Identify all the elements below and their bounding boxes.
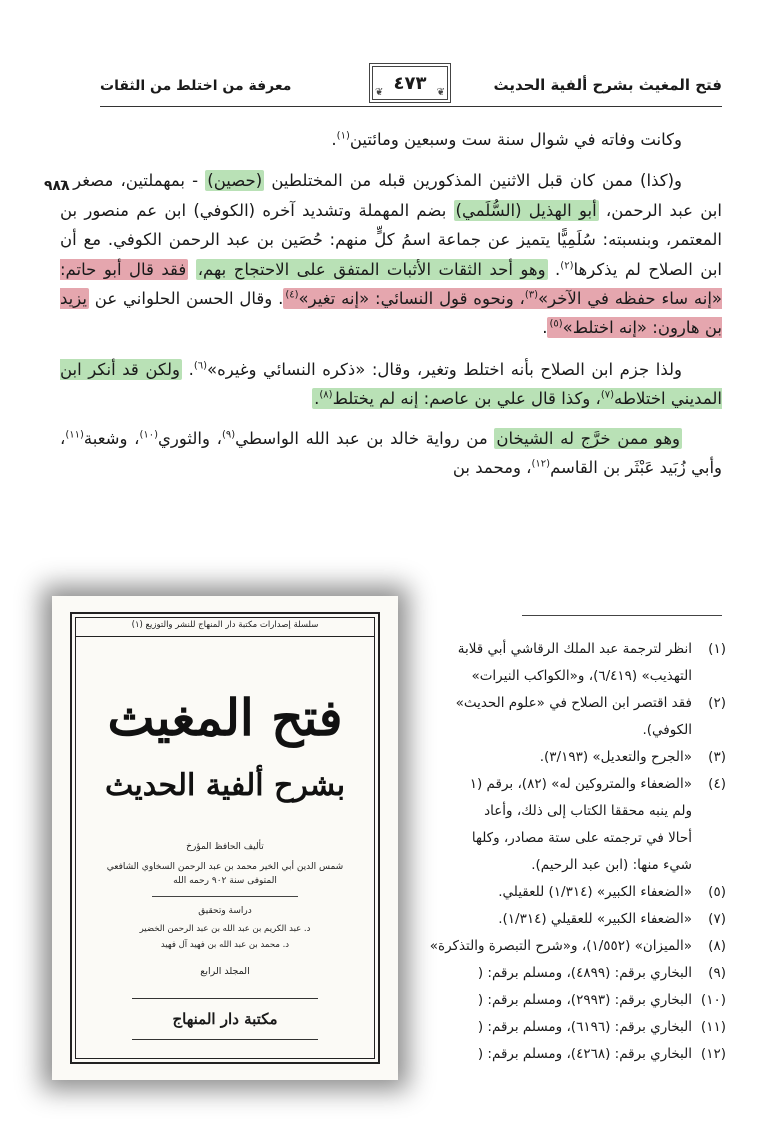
paragraph-3 — [60, 355, 722, 414]
text-run: . — [555, 259, 561, 279]
footnote-number: (١١) — [700, 1019, 726, 1035]
footnote-number: (١٢) — [700, 1046, 726, 1062]
cover-title: فتح المغيث — [107, 688, 343, 747]
text-run: . — [188, 359, 194, 379]
footnote-text: «الضعفاء الكبير» للعقيلي (١/٣١٤). — [498, 911, 692, 927]
footnote-text: «الجرح والتعديل» (٣/١٩٣). — [539, 749, 692, 765]
paragraph-4 — [60, 424, 722, 483]
footnote-number: (١٠) — [700, 992, 726, 1008]
paragraph-2 — [60, 166, 722, 342]
cover-author-death: المتوفى سنة ٩٠٢ رحمه الله — [173, 876, 277, 886]
footnote-number: (٣) — [708, 749, 726, 765]
text-run: ، وأبي زُبَيد عَبْثَر بن القاسم — [60, 428, 722, 478]
footnote-text: البخاري برقم: (٤٨٩٩)، ومسلم برقم: ( — [477, 965, 692, 981]
cover-divider — [152, 896, 298, 897]
footnote-text: شيء منها: (ابن عبد الرحيم). — [531, 857, 692, 873]
footnote-ref: (١) — [336, 130, 350, 142]
footnote-ref: (١٠) — [139, 429, 159, 441]
footnote-number: (١) — [708, 641, 726, 657]
footnote-number: (٩) — [708, 965, 726, 981]
text-run: . — [542, 318, 548, 338]
text-run: يزيد بن هارون: «إنه اختلط» — [60, 289, 722, 338]
footnote-number: (٥) — [708, 884, 726, 900]
entry-number: ٩٨٨ — [44, 178, 70, 194]
highlight-green: (حصين) — [207, 171, 263, 191]
footnote-number: (٨) — [708, 938, 726, 954]
text-run: ، ونحوه قول النسائي: «إنه تغير» — [298, 289, 525, 309]
cover-editor-1: د. عبد الكريم بن عبد الله بن عبد الرحمن الخضير — [139, 924, 311, 934]
cover-volume: المجلد الرابع — [200, 966, 250, 977]
text-run: ، والثوري — [158, 428, 222, 448]
footnote-number: (٤) — [708, 776, 726, 792]
cover-editor-2: د. محمد بن عبد الله بن فهيد آل فهيد — [160, 940, 290, 950]
cover-subtitle: بشرح ألفية الحديث — [104, 768, 346, 803]
footnote-ref: (٥) — [549, 318, 563, 330]
paragraph-1 — [60, 125, 722, 154]
text-run: ولكن قد أنكر ابن المديني اختلاطه — [60, 359, 722, 409]
cover-border — [70, 612, 380, 1064]
text-run: وكانت وفاته في شوال سنة ست وسبعين ومائتين — [349, 130, 682, 149]
footnote-text: أحالا في ترجمته على ستة مصادر، وكلها — [471, 830, 692, 846]
footnote-number: (٢) — [708, 695, 726, 711]
page-number: ٤٧٣ — [393, 72, 427, 94]
footnote-text: «الضعفاء الكبير» (١/٣١٤) للعقيلي. — [498, 884, 692, 900]
footnote-text: ولم ينبه محققا الكتاب إلى ذلك، وأعاد — [484, 803, 692, 819]
page-number-box — [372, 66, 448, 100]
footnote-ref: (١١) — [65, 429, 84, 441]
footnote-text: انظر لترجمة عبد الملك الرقاشي أبي قلابة — [457, 641, 692, 657]
text-run: ، ومحمد بن — [452, 458, 532, 478]
highlight-green: وهو ممن خرَّج له الشيخان — [496, 428, 680, 448]
cover-study-label: دراسة وتحقيق — [198, 906, 252, 916]
chapter-title: معرفة من اختلط من الثقات — [100, 78, 292, 94]
footnote-ref: (٤) — [285, 289, 299, 301]
main-text — [60, 125, 722, 482]
footnote-text: البخاري برقم: (٦١٩٦)، ومسلم برقم: ( — [477, 1019, 692, 1035]
text-run: ولذا جزم ابن الصلاح بأنه اختلط وتغير، وقال: «ذكره النسائي وغيره» — [207, 359, 682, 379]
footnote-text: فقد اقتصر ابن الصلاح في «علوم الحديث» — [455, 695, 692, 711]
footnote-ref: (١٢) — [531, 458, 551, 470]
footnote-text: البخاري برقم: (٤٢٦٨)، ومسلم برقم: ( — [477, 1046, 692, 1062]
cover-author-label: تأليف الحافظ المؤرخ — [186, 842, 264, 852]
footnote-ref: (٨) — [319, 389, 333, 401]
footnote-ref: (٩) — [221, 429, 236, 441]
text-run: - بمهملتين، مصغر - ابن عبد الرحمن، — [60, 171, 722, 220]
footnote-ref: (٣) — [524, 289, 539, 301]
footnote-text: البخاري برقم: (٢٩٩٣)، ومسلم برقم: ( — [477, 992, 692, 1008]
ornament-icon: ❦ — [375, 87, 384, 98]
ornament-icon: ❦ — [436, 87, 445, 98]
text-run: فقد قال أبو حاتم: «إنه ساء حفظه في الآخر» — [60, 259, 722, 309]
footnote-text: الكوفي). — [642, 722, 692, 738]
book-title: فتح المغيث بشرح ألفية الحديث — [493, 76, 722, 94]
footnote-ref: (٢) — [560, 260, 574, 272]
cover-series-line: سلسلة إصدارات مكتبة دار المنهاج للنشر والتوزيع (١) — [76, 620, 374, 637]
cover-author-name: شمس الدين أبي الخير محمد بن عبد الرحمن السخاوي الشافعي — [106, 862, 344, 872]
book-cover-image — [52, 596, 398, 1080]
text-run: ، وكذا قال علي بن عاصم: إنه لم يختلط — [332, 389, 601, 409]
text-run: بضم المهملة وتشديد آخره (الكوفي) ابن عم منصور بن المعتمر، وبنسبته: سُلَمِيًّا يتميز عن جماعة اسمُ كلٍّ منهم: حُصَين بن عبد الرحمن الكوفي. مع أن ابن الصلاح لم يذكرها — [60, 200, 722, 279]
text-run: . — [314, 389, 320, 409]
footnote-text: التهذيب» (٦/٤١٩)، و«الكواكب النيرات» — [471, 668, 692, 684]
text-run: ، وشعبة — [83, 428, 140, 448]
running-header — [100, 66, 722, 107]
highlight-green: أبو الهذيل (السُّلَمي) — [455, 200, 597, 220]
cover-publisher: مكتبة دار المنهاج — [132, 998, 318, 1040]
footnote-text: «الضعفاء والمتروكين له» (٨٢)، برقم (١ — [469, 776, 692, 792]
footnote-divider — [522, 615, 722, 616]
text-run: من رواية خالد بن عبد الله الواسطي — [235, 428, 488, 448]
footnote-text: «الميزان» (١/٥٥٢)، و«شرح التبصرة والتذكرة» — [429, 938, 692, 954]
text-run: . وقال الحسن الحلواني عن — [94, 289, 284, 309]
highlight-green: وهو أحد الثقات الأثبات المتفق على الاحتجاج بهم، — [197, 259, 546, 279]
footnote-ref: (٦) — [193, 360, 208, 372]
text-run: . — [331, 130, 337, 149]
footnote-number: (٧) — [708, 911, 726, 927]
text-run: و(كذا) ممن كان قبل الاثنين المذكورين قبله من المختلطين — [271, 171, 682, 191]
footnote-ref: (٧) — [600, 389, 615, 401]
